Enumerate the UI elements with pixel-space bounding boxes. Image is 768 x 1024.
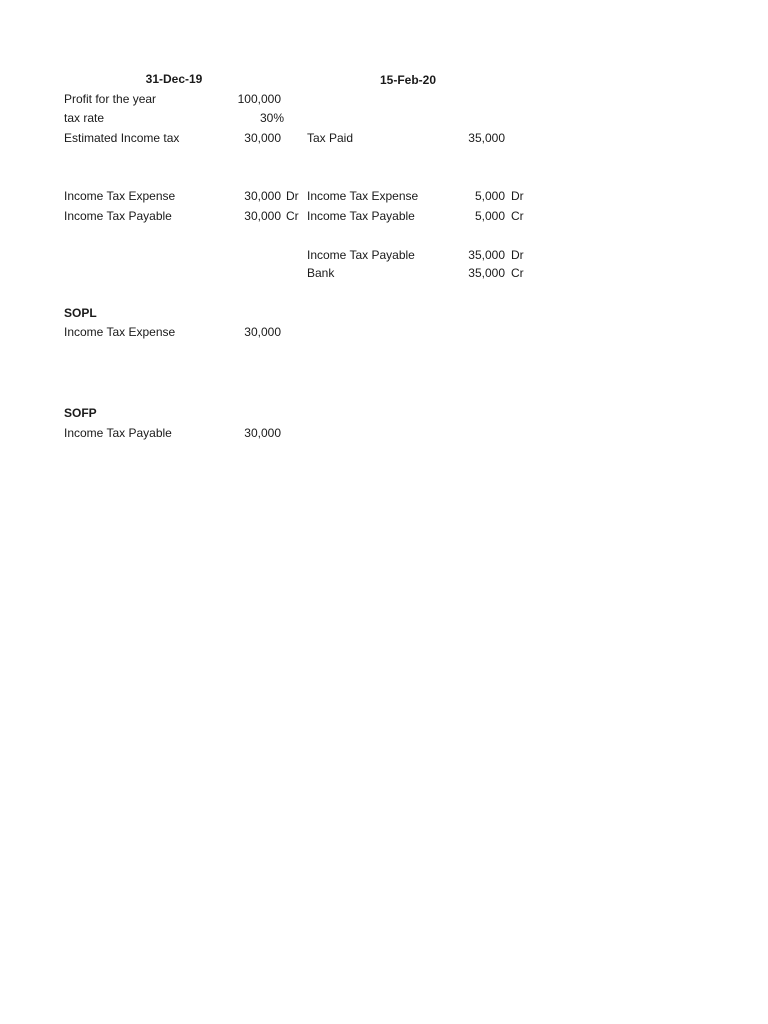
journal-account: Income Tax Payable bbox=[64, 209, 172, 223]
tax-rate-value: 30% bbox=[259, 111, 284, 125]
left-date-header: 31-Dec-19 bbox=[145, 72, 203, 86]
journal-side: Dr bbox=[286, 189, 299, 203]
journal-account: Income Tax Payable bbox=[307, 209, 415, 223]
right-date-header: 15-Feb-20 bbox=[379, 73, 437, 87]
tax-paid-label: Tax Paid bbox=[307, 131, 354, 145]
journal-amount: 30,000 bbox=[244, 189, 281, 203]
sofp-heading: SOFP bbox=[64, 406, 97, 420]
tax-rate-label: tax rate bbox=[64, 111, 105, 125]
estimated-tax-label: Estimated Income tax bbox=[64, 131, 180, 145]
journal-side: Dr bbox=[511, 189, 524, 203]
journal-side: Dr bbox=[511, 248, 524, 262]
journal-account: Income Tax Payable bbox=[307, 248, 415, 262]
sopl-heading: SOPL bbox=[64, 306, 97, 320]
journal-side: Cr bbox=[511, 209, 524, 223]
sofp-label: Income Tax Payable bbox=[64, 426, 172, 440]
journal-account: Income Tax Expense bbox=[64, 189, 176, 203]
journal-side: Cr bbox=[286, 209, 299, 223]
journal-account: Income Tax Expense bbox=[307, 189, 419, 203]
journal-account: Bank bbox=[307, 266, 335, 280]
sopl-value: 30,000 bbox=[244, 325, 281, 339]
journal-amount: 5,000 bbox=[474, 209, 505, 223]
sofp-value: 30,000 bbox=[244, 426, 281, 440]
journal-amount: 35,000 bbox=[468, 248, 505, 262]
sopl-label: Income Tax Expense bbox=[64, 325, 176, 339]
profit-value: 100,000 bbox=[237, 92, 281, 106]
profit-label: Profit for the year bbox=[64, 92, 157, 106]
journal-side: Cr bbox=[511, 266, 524, 280]
journal-amount: 30,000 bbox=[244, 209, 281, 223]
journal-amount: 35,000 bbox=[468, 266, 505, 280]
journal-amount: 5,000 bbox=[474, 189, 505, 203]
estimated-tax-value: 30,000 bbox=[244, 131, 281, 145]
tax-paid-value: 35,000 bbox=[468, 131, 505, 145]
